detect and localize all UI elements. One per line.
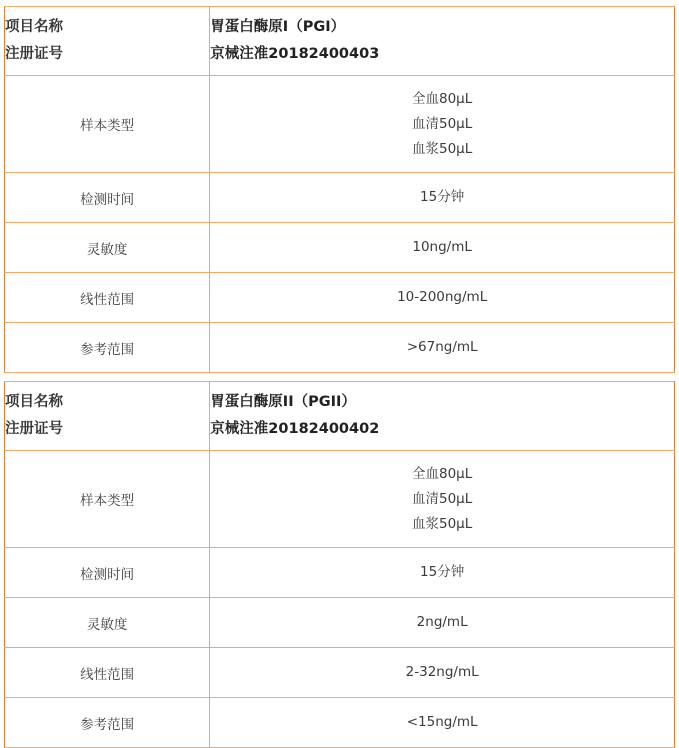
table-header-row: [5, 7, 675, 76]
header-label-product-name: 项目名称: [5, 394, 63, 410]
table-row: [5, 648, 675, 698]
row-value-test-time: 15分钟: [210, 173, 675, 223]
table-row: [5, 223, 675, 273]
row-value-sample-type: [210, 76, 675, 173]
header-label-cell: [5, 7, 210, 76]
row-value-test-time: 15分钟: [210, 548, 675, 598]
sample-type-plasma: 血浆50μL: [412, 515, 473, 532]
sample-type-serum: 血清50μL: [412, 115, 473, 132]
row-value-sensitivity: 10ng/mL: [210, 223, 675, 273]
table-row: [5, 698, 675, 748]
row-label-sample-type: 样本类型: [5, 76, 210, 173]
row-label-sensitivity: 灵敏度: [5, 598, 210, 648]
sample-type-whole-blood: 全血80μL: [412, 90, 473, 107]
header-value-registration-number: 京械注准20182400403: [210, 46, 380, 62]
header-label-registration-number: 注册证号: [5, 46, 63, 62]
header-value-product-name: 胃蛋白酶原II（PGII）: [210, 394, 356, 410]
row-value-sample-type: [210, 451, 675, 548]
header-value-registration-number: 京械注准20182400402: [210, 421, 380, 437]
row-value-sensitivity: 2ng/mL: [210, 598, 675, 648]
row-label-linear-range: 线性范围: [5, 273, 210, 323]
row-value-reference-range: >67ng/mL: [210, 323, 675, 373]
table-row: [5, 173, 675, 223]
header-label-cell: [5, 382, 210, 451]
row-label-test-time: 检测时间: [5, 548, 210, 598]
row-value-linear-range: 10-200ng/mL: [210, 273, 675, 323]
row-label-linear-range: 线性范围: [5, 648, 210, 698]
header-value-cell: [210, 382, 675, 451]
table-row: [5, 323, 675, 373]
row-label-sample-type: 样本类型: [5, 451, 210, 548]
row-label-sensitivity: 灵敏度: [5, 223, 210, 273]
header-value-product-name: 胃蛋白酶原I（PGI）: [210, 19, 346, 35]
table-row: [5, 76, 675, 173]
header-label-registration-number: 注册证号: [5, 421, 63, 437]
table-header-row: [5, 382, 675, 451]
row-value-reference-range: <15ng/mL: [210, 698, 675, 748]
table-row: [5, 598, 675, 648]
header-label-product-name: 项目名称: [5, 19, 63, 35]
row-label-reference-range: 参考范围: [5, 698, 210, 748]
table-row: [5, 451, 675, 548]
row-label-reference-range: 参考范围: [5, 323, 210, 373]
table-row: [5, 273, 675, 323]
sample-type-plasma: 血浆50μL: [412, 140, 473, 157]
sample-type-serum: 血清50μL: [412, 490, 473, 507]
header-value-cell: [210, 7, 675, 76]
row-value-linear-range: 2-32ng/mL: [210, 648, 675, 698]
table-row: [5, 548, 675, 598]
spec-table-pgi: [4, 6, 675, 373]
spec-table-pgii: [4, 381, 675, 748]
row-label-test-time: 检测时间: [5, 173, 210, 223]
sample-type-whole-blood: 全血80μL: [412, 465, 473, 482]
